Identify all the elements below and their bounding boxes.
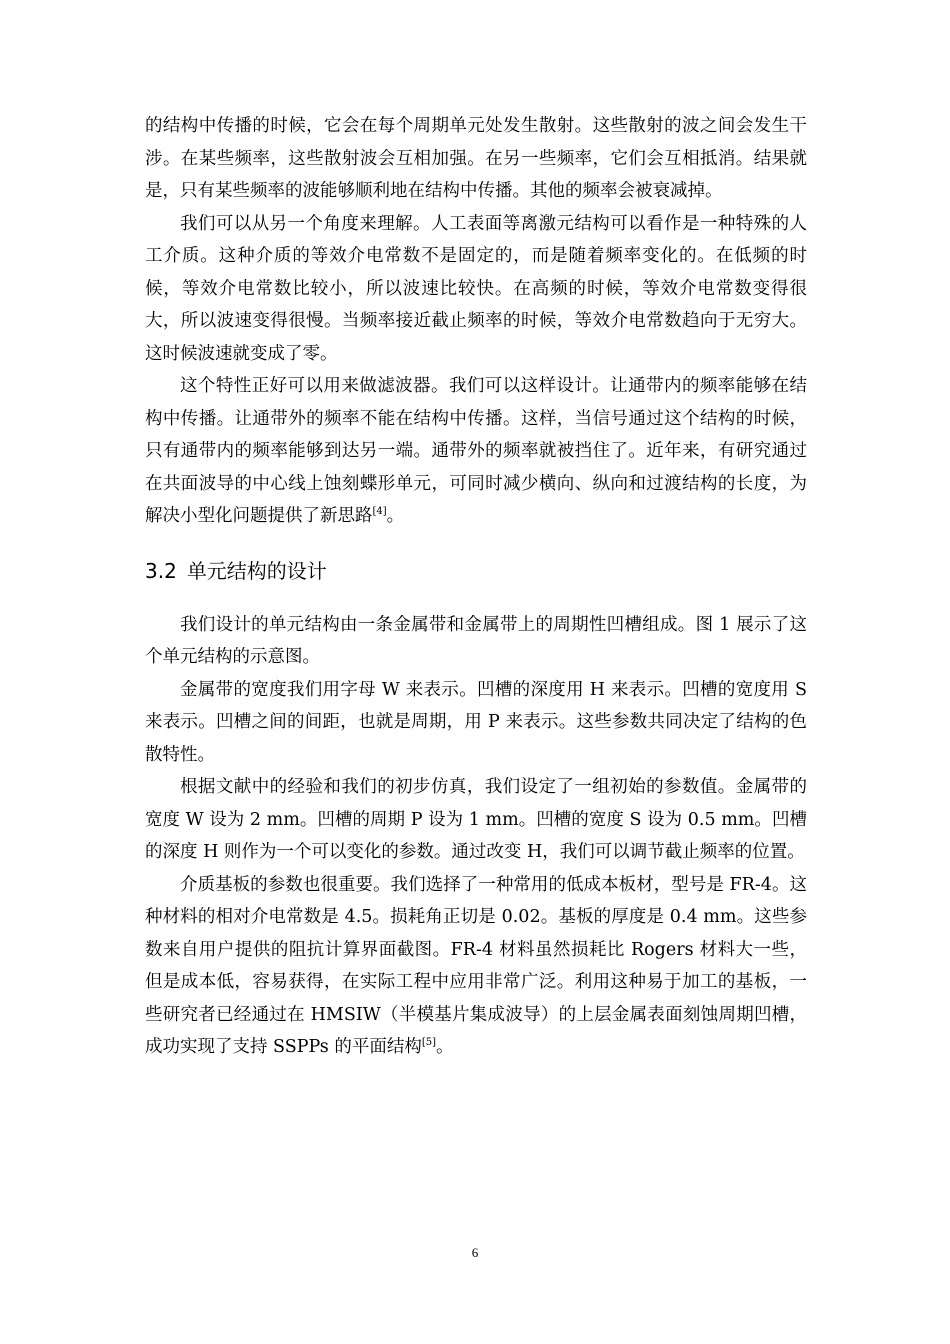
paragraph-2 bbox=[145, 208, 807, 371]
section-title: 单元结构的设计 bbox=[186, 558, 327, 583]
paragraph-7-tail: 。 bbox=[436, 1037, 454, 1057]
paragraph-3-text: 这个特性正好可以用来做滤波器。我们可以这样设计。让通带内的频率能够在结构中传播。让通带外的频率不能在结构中传播。这样，当信号通过这个结构的时候，只有通带内的频率能够到达另一端。通带外的频率就被挡住了。近年来，有研究通过在共面波导的中心线上蚀刻蝶形单元，可同时减少横向、纵向和过渡结构的长度，为解决小型化问题提供了新思路 bbox=[145, 376, 807, 526]
paragraph-4-text: 我们设计的单元结构由一条金属带和金属带上的周期性凹槽组成。图 1 展示了这个单元结构的示意图。 bbox=[145, 614, 807, 667]
page-number: 6 bbox=[471, 1245, 479, 1260]
paragraph-3-tail: 。 bbox=[386, 506, 405, 526]
paragraph-1-text: 的结构中传播的时候，它会在每个周期单元处发生散射。这些散射的波之间会发生干涉。在某些频率，这些散射波会互相加强。在另一些频率，它们会互相抵消。结果就是，只有某些频率的波能够顺利地在结构中传播。其他的频率会被衰减掉。 bbox=[145, 116, 807, 201]
paragraph-3 bbox=[145, 370, 807, 533]
paragraph-1 bbox=[145, 110, 807, 208]
paragraph-6 bbox=[145, 771, 807, 869]
paragraph-6-text: 根据文献中的经验和我们的初步仿真，我们设定了一组初始的参数值。金属带的宽度 W 设为 2 mm。凹槽的周期 P 设为 1 mm。凹槽的宽度 S 设为 0.5 mm。凹槽的深度 H 则作为一个可以变化的参数。通过改变 H，我们可以调节截止频率的位置。 bbox=[145, 777, 807, 862]
paragraph-5-text: 金属带的宽度我们用字母 W 来表示。凹槽的深度用 H 来表示。凹槽的宽度用 S 来表示。凹槽之间的间距，也就是周期，用 P 来表示。这些参数共同决定了结构的色散特性。 bbox=[145, 679, 807, 765]
paragraph-7-text: 介质基板的参数也很重要。我们选择了一种常用的低成本板材，型号是 FR-4。这种材料的相对介电常数是 4.5。损耗角正切是 0.02。基板的厚度是 0.4 mm。这些参数来自用户提供的阻抗计算界面截图。FR-4 材料虽然损耗比 Rogers 材料大一些，但是成本低，容易获得，在实际工程中应用非常广泛。利用这种易于加工的基板，一些研究者已经通过在 HMSIW（半模基片集成波导）的上层金属表面刻蚀周期凹槽，成功实现了支持 SSPPs 的平面结构 bbox=[145, 874, 807, 1057]
paragraph-5 bbox=[145, 674, 807, 772]
citation-4: [4] bbox=[372, 506, 387, 517]
section-heading bbox=[145, 555, 807, 587]
section-number: 3.2 bbox=[145, 558, 177, 583]
citation-5: [5] bbox=[421, 1037, 437, 1048]
paragraph-2-text: 我们可以从另一个角度来理解。人工表面等离激元结构可以看作是一种特殊的人工介质。这种介质的等效介电常数不是固定的，而是随着频率变化的。在低频的时候，等效介电常数比较小，所以波速比较快。在高频的时候，等效介电常数变得很大，所以波速变得很慢。当频率接近截止频率的时候，等效介电常数趋向于无穷大。这时候波速就变成了零。 bbox=[145, 213, 807, 364]
document-page bbox=[145, 110, 807, 1064]
paragraph-4 bbox=[145, 609, 807, 674]
paragraph-7 bbox=[145, 869, 807, 1064]
